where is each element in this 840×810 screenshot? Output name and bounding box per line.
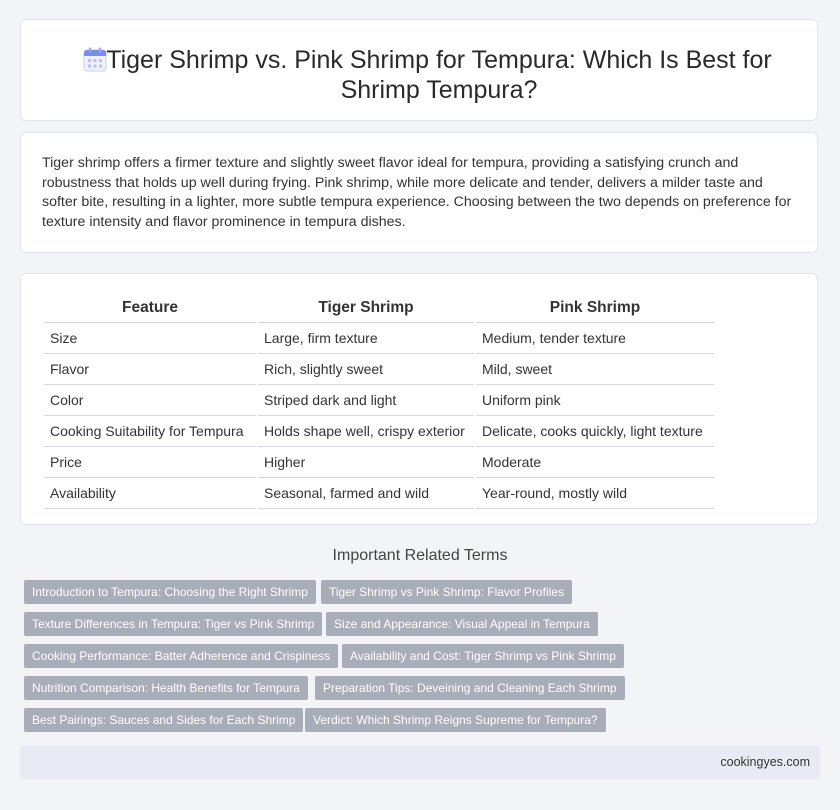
column-header: Feature (44, 294, 256, 323)
table-cell: Flavor (44, 354, 256, 385)
column-header: Pink Shrimp (476, 294, 714, 323)
table-cell: Rich, slightly sweet (258, 354, 474, 385)
related-terms-heading: Important Related Terms (332, 547, 508, 564)
table-cell: Uniform pink (476, 385, 714, 416)
summary-text: Tiger shrimp offers a firmer texture and slightly sweet flavor ideal for tempura, providing a satisfying crunch and robustness that holds up well during frying. Pink shrimp, while more delicate and tender, delivers a milder taste and softer bite, resulting in a lighter, more subtle tempura experience. Choosing between the two depends on preference for texture intensity and flavor prominence in tempura dishes. (42, 155, 792, 230)
related-term-tag[interactable]: Size and Appearance: Visual Appeal in Tempura (326, 612, 598, 636)
related-term-tag[interactable]: Preparation Tips: Deveining and Cleaning Each Shrimp (315, 676, 625, 700)
table-cell: Color (44, 385, 256, 416)
title-card (20, 19, 818, 121)
table-cell: Large, firm texture (258, 323, 474, 354)
related-term-tag[interactable]: Introduction to Tempura: Choosing the Right Shrimp (24, 580, 316, 604)
related-term-tag[interactable]: Availability and Cost: Tiger Shrimp vs Pink Shrimp (342, 644, 624, 668)
table-cell: Price (44, 447, 256, 478)
related-term-tag[interactable]: Tiger Shrimp vs Pink Shrimp: Flavor Profiles (321, 580, 572, 604)
table-header-row (44, 294, 714, 323)
comparison-table (42, 294, 716, 509)
table-cell: Seasonal, farmed and wild (258, 478, 474, 509)
footer (20, 746, 820, 779)
table-cell: Mild, sweet (476, 354, 714, 385)
table-row (44, 385, 714, 416)
table-cell: Size (44, 323, 256, 354)
table-row (44, 323, 714, 354)
related-term-tag[interactable]: Nutrition Comparison: Health Benefits for Tempura (24, 676, 308, 700)
table-cell: Cooking Suitability for Tempura (44, 416, 256, 447)
table-cell: Higher (258, 447, 474, 478)
site-name[interactable]: cookingyes.com (720, 755, 810, 769)
comparison-card (20, 273, 818, 525)
table-cell: Year-round, mostly wild (476, 478, 714, 509)
table-row (44, 354, 714, 385)
table-cell: Medium, tender texture (476, 323, 714, 354)
related-term-tag[interactable]: Cooking Performance: Batter Adherence and Crispiness (24, 644, 338, 668)
related-term-tag[interactable]: Best Pairings: Sauces and Sides for Each Shrimp (24, 708, 303, 732)
related-term-tag[interactable]: Texture Differences in Tempura: Tiger vs Pink Shrimp (24, 612, 322, 636)
table-cell: Moderate (476, 447, 714, 478)
page-title: Tiger Shrimp vs. Pink Shrimp for Tempura: Which Is Best for Shrimp Tempura? (106, 46, 772, 104)
table-row (44, 478, 714, 509)
table-row (44, 416, 714, 447)
summary-card (20, 132, 818, 253)
table-row (44, 447, 714, 478)
table-cell: Delicate, cooks quickly, light texture (476, 416, 714, 447)
column-header: Tiger Shrimp (258, 294, 474, 323)
table-cell: Striped dark and light (258, 385, 474, 416)
related-term-tag[interactable]: Verdict: Which Shrimp Reigns Supreme for Tempura? (305, 708, 606, 732)
table-cell: Availability (44, 478, 256, 509)
table-cell: Holds shape well, crispy exterior (258, 416, 474, 447)
